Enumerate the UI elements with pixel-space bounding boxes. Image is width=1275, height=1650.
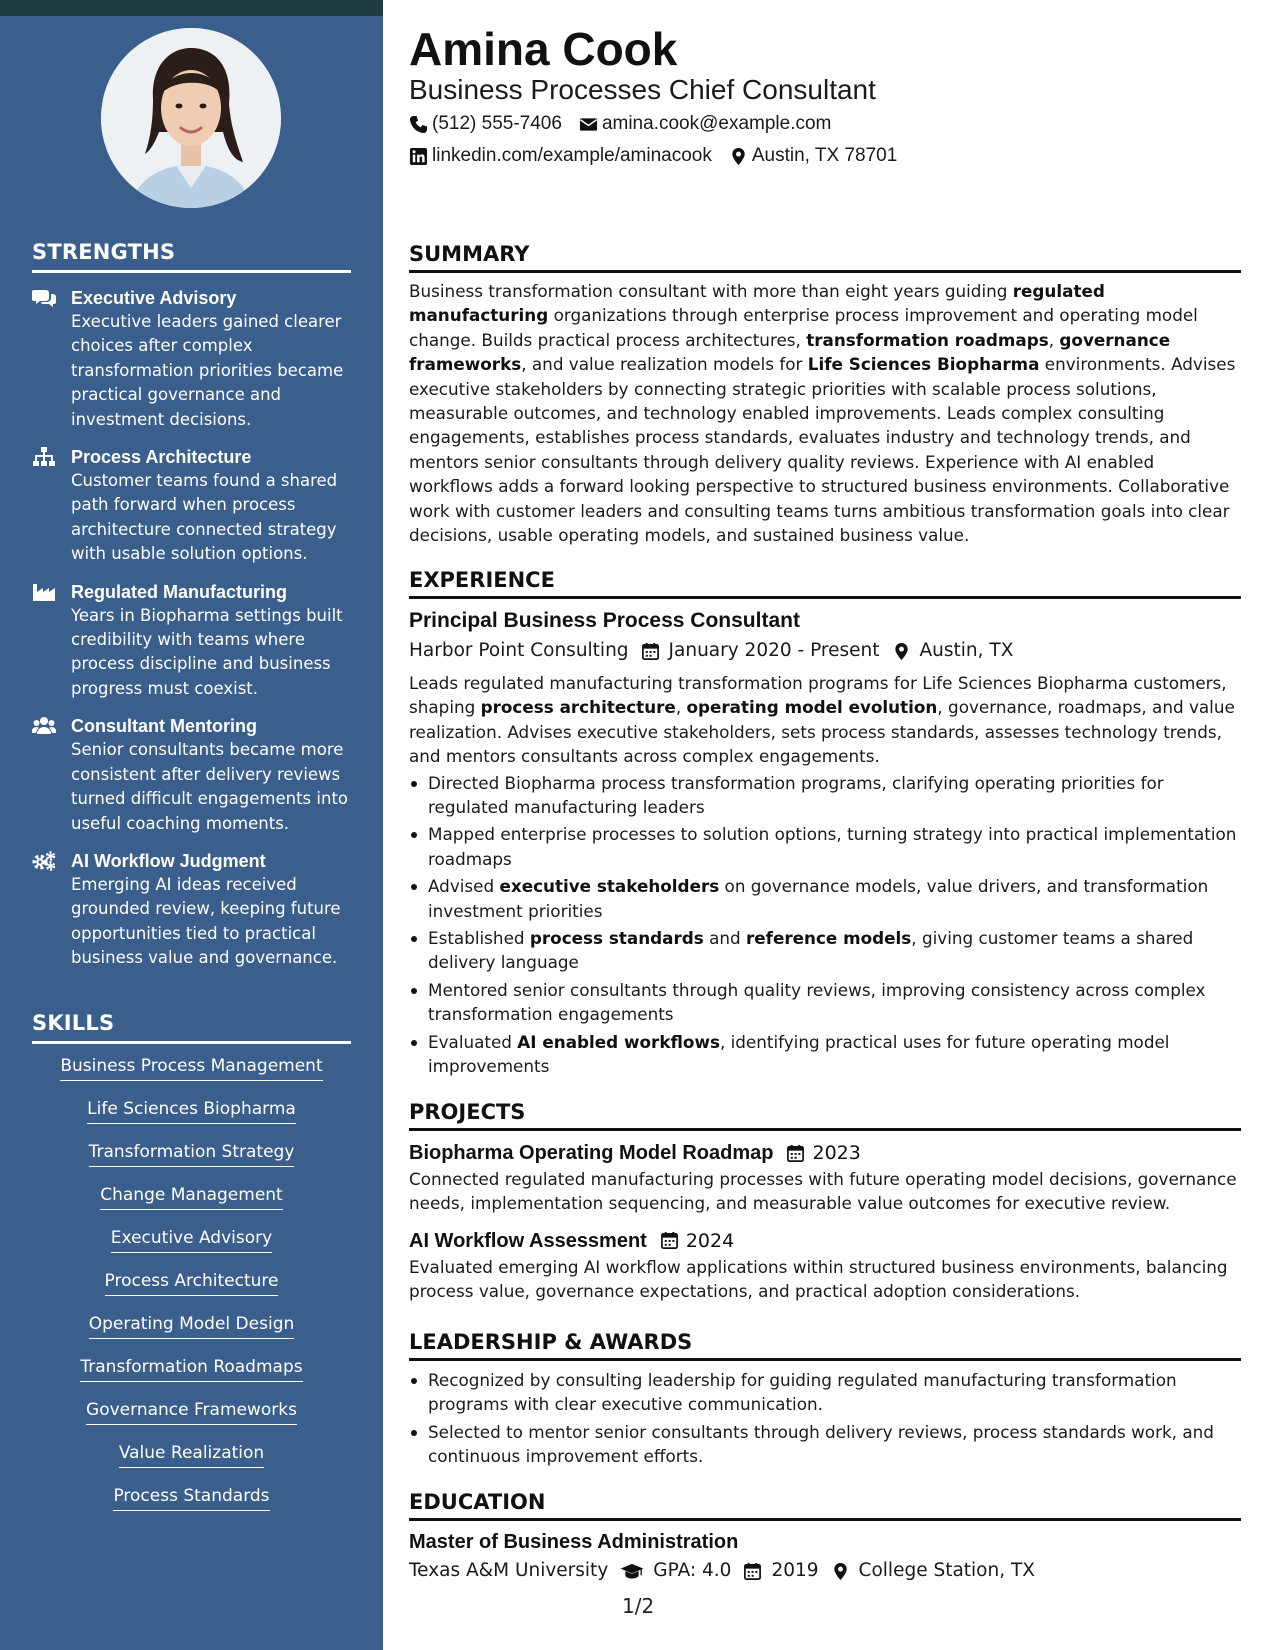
- strength-item: [32, 714, 351, 836]
- calendar-icon: [743, 1562, 762, 1581]
- map-marker-icon: [729, 147, 748, 166]
- strength-title: Consultant Mentoring: [71, 716, 257, 737]
- strength-item: [32, 445, 351, 567]
- strength-description: Customer teams found a shared path forward when process architecture connected strategy with usable solution options.: [71, 471, 338, 564]
- location-contact: [729, 145, 897, 167]
- map-marker-icon: [831, 1562, 850, 1581]
- school-name: Texas A&M University: [409, 1560, 609, 1581]
- skill-tag: Change Management: [100, 1183, 282, 1210]
- top-strip: [0, 0, 383, 16]
- sidebar: [0, 16, 383, 1650]
- education-location: [831, 1556, 1035, 1586]
- phone-icon: [409, 115, 428, 134]
- candidate-name: Amina Cook: [409, 23, 678, 75]
- job-location-text: Austin, TX: [919, 640, 1014, 661]
- job-meta: [409, 636, 1241, 666]
- calendar-icon: [641, 642, 660, 661]
- job-summary: Leads regulated manufacturing transformation programs for Life Sciences Biopharma customers, shaping process architecture, operating model evolution, governance, roadmaps, and value realization. Advises executive stakeholders, sets process standards, assesses technology trends, and mentors consultants across complex engagements.: [409, 673, 1235, 767]
- job-dates: [641, 636, 880, 666]
- contact-row: [409, 145, 914, 167]
- leadership-heading: LEADERSHIP & AWARDS: [409, 1328, 1241, 1361]
- skills-section: [32, 1011, 351, 1527]
- contact-row: [409, 113, 848, 135]
- leadership-bullet: Recognized by consulting leadership for guiding regulated manufacturing transformation programs with clear executive communication.: [409, 1368, 1241, 1417]
- page-number: 1/2: [622, 1594, 655, 1618]
- strength-description: Years in Biopharma settings built credibility with teams where process discipline and business progress must coexist.: [71, 605, 343, 698]
- experience-section: [409, 566, 1241, 1082]
- education-location-text: College Station, TX: [858, 1560, 1035, 1581]
- experience-heading: EXPERIENCE: [409, 566, 1241, 599]
- project-name: Biopharma Operating Model Roadmap: [409, 1142, 774, 1164]
- degree-name: Master of Business Administration: [409, 1531, 739, 1553]
- project-description: Connected regulated manufacturing processes with future operating model decisions, governance needs, implementation sequencing, and measurable value outcomes for executive review.: [409, 1169, 1237, 1214]
- project-header: [409, 1139, 1241, 1167]
- skill-tag: Executive Advisory: [111, 1226, 272, 1253]
- skill-tag: Transformation Roadmaps: [80, 1355, 302, 1382]
- skill-tag: Value Realization: [119, 1441, 264, 1468]
- strength-item: [32, 580, 351, 702]
- skills-list: [32, 1054, 351, 1511]
- job-dates-text: January 2020 - Present: [668, 640, 880, 661]
- project-year-text: 2024: [685, 1229, 735, 1252]
- skill-tag: Transformation Strategy: [89, 1140, 295, 1167]
- leadership-bullets: [409, 1368, 1241, 1469]
- skill-tag: Process Standards: [113, 1484, 269, 1511]
- skill-tag: Process Architecture: [105, 1269, 279, 1296]
- summary-heading: SUMMARY: [409, 240, 1241, 273]
- job-bullet: Advised executive stakeholders on governance models, value drivers, and transformation investment priorities: [409, 874, 1241, 923]
- skill-tag: Life Sciences Biopharma: [87, 1097, 296, 1124]
- email-contact[interactable]: [579, 113, 831, 135]
- strength-title: AI Workflow Judgment: [71, 850, 266, 871]
- skills-heading: SKILLS: [32, 1011, 351, 1044]
- calendar-icon: [786, 1144, 805, 1163]
- strengths-section: [32, 240, 351, 971]
- skill-tag: Business Process Management: [60, 1054, 322, 1081]
- candidate-title: Business Processes Chief Consultant: [409, 74, 876, 105]
- project-name: AI Workflow Assessment: [409, 1229, 647, 1252]
- map-marker-icon: [892, 642, 911, 661]
- strength-description: Executive leaders gained clearer choices after complex transformation priorities became practical governance and investment decisions.: [71, 312, 344, 429]
- leadership-section: [409, 1328, 1241, 1472]
- job-bullet: Evaluated AI enabled workflows, identifying practical uses for future operating model improvements: [409, 1030, 1241, 1079]
- strength-title: Regulated Manufacturing: [71, 581, 288, 602]
- project-year: [660, 1230, 734, 1252]
- education-meta: [409, 1556, 1241, 1586]
- comments-icon: [32, 288, 56, 308]
- education-section: [409, 1488, 1241, 1586]
- company-name: Harbor Point Consulting: [409, 640, 629, 661]
- industry-icon: [32, 582, 56, 602]
- project-year-text: 2023: [812, 1142, 861, 1164]
- job-location: [892, 636, 1014, 666]
- strengths-heading: STRENGTHS: [32, 240, 351, 273]
- job-bullets: [409, 771, 1241, 1079]
- cogs-icon: [32, 851, 56, 871]
- sitemap-icon: [32, 447, 56, 467]
- skill-tag: Operating Model Design: [89, 1312, 295, 1339]
- job-bullet: Mentored senior consultants through quality reviews, improving consistency across complex transformation engagements: [409, 978, 1241, 1027]
- project-description: Evaluated emerging AI workflow applications within structured business environments, balancing process value, governance expectations, and practical adoption considerations.: [409, 1256, 1228, 1302]
- strength-description: Emerging AI ideas received grounded review, keeping future opportunities tied to practical business value and governance.: [71, 874, 341, 968]
- linkedin-contact[interactable]: [409, 145, 712, 167]
- graduation-cap-icon: [620, 1562, 644, 1581]
- graduation-year-text: 2019: [771, 1560, 819, 1581]
- strength-title: Process Architecture: [71, 447, 252, 468]
- envelope-icon: [579, 115, 598, 134]
- gpa: [620, 1556, 731, 1586]
- phone-text: (512) 555-7406: [432, 113, 562, 134]
- project-header: [409, 1227, 1241, 1255]
- calendar-icon: [660, 1231, 679, 1250]
- strength-item: [32, 286, 351, 432]
- location-text: Austin, TX 78701: [751, 145, 898, 166]
- linkedin-text: linkedin.com/example/aminacook: [432, 145, 712, 166]
- skill-tag: Governance Frameworks: [86, 1398, 297, 1425]
- graduation-year: [743, 1556, 818, 1586]
- projects-section: [409, 1098, 1241, 1304]
- phone-contact[interactable]: [409, 113, 562, 135]
- linkedin-icon: [409, 147, 428, 166]
- job-title: Principal Business Process Consultant: [409, 609, 800, 632]
- email-text: amina.cook@example.com: [601, 113, 832, 134]
- strength-item: [32, 849, 351, 971]
- job-bullet: Established process standards and reference models, giving customer teams a shared delivery language: [409, 926, 1241, 975]
- gpa-text: GPA: 4.0: [653, 1560, 732, 1581]
- strength-description: Senior consultants became more consistent after delivery reviews turned difficult engagements into useful coaching moments.: [71, 740, 349, 833]
- leadership-bullet: Selected to mentor senior consultants through delivery reviews, process standards work, and continuous improvement efforts.: [409, 1420, 1241, 1469]
- job-bullet: Directed Biopharma process transformation programs, clarifying operating priorities for regulated manufacturing leaders: [409, 771, 1241, 820]
- strength-title: Executive Advisory: [71, 288, 237, 308]
- users-icon: [32, 716, 56, 736]
- projects-heading: PROJECTS: [409, 1098, 1241, 1131]
- summary-text: Business transformation consultant with more than eight years guiding regulated manufacturing organizations through enterprise process improvement and operating model change. Builds practical process architectures, transformation roadmaps, governance frameworks, and value realization models for Life Sciences Biopharma environments. Advises executive stakeholders by connecting strategic priorities with scalable process solutions, measurable outcomes, and technology enabled improvements. Leads complex consulting engagements, establishes process standards, evaluates industry and technology trends, and mentors senior consultants through delivery quality reviews. Experience with AI enabled workflows adds a forward looking perspective to structured business environments. Collaborative work with customer leaders and consulting teams turns ambitious transformation goals into clear decisions, usable operating models, and sustained business value.: [409, 281, 1236, 546]
- job-bullet: Mapped enterprise processes to solution options, turning strategy into practical implementation roadmaps: [409, 822, 1241, 871]
- project-year: [786, 1142, 860, 1164]
- summary-section: [409, 240, 1241, 547]
- profile-photo: [101, 28, 281, 208]
- education-heading: EDUCATION: [409, 1488, 1241, 1521]
